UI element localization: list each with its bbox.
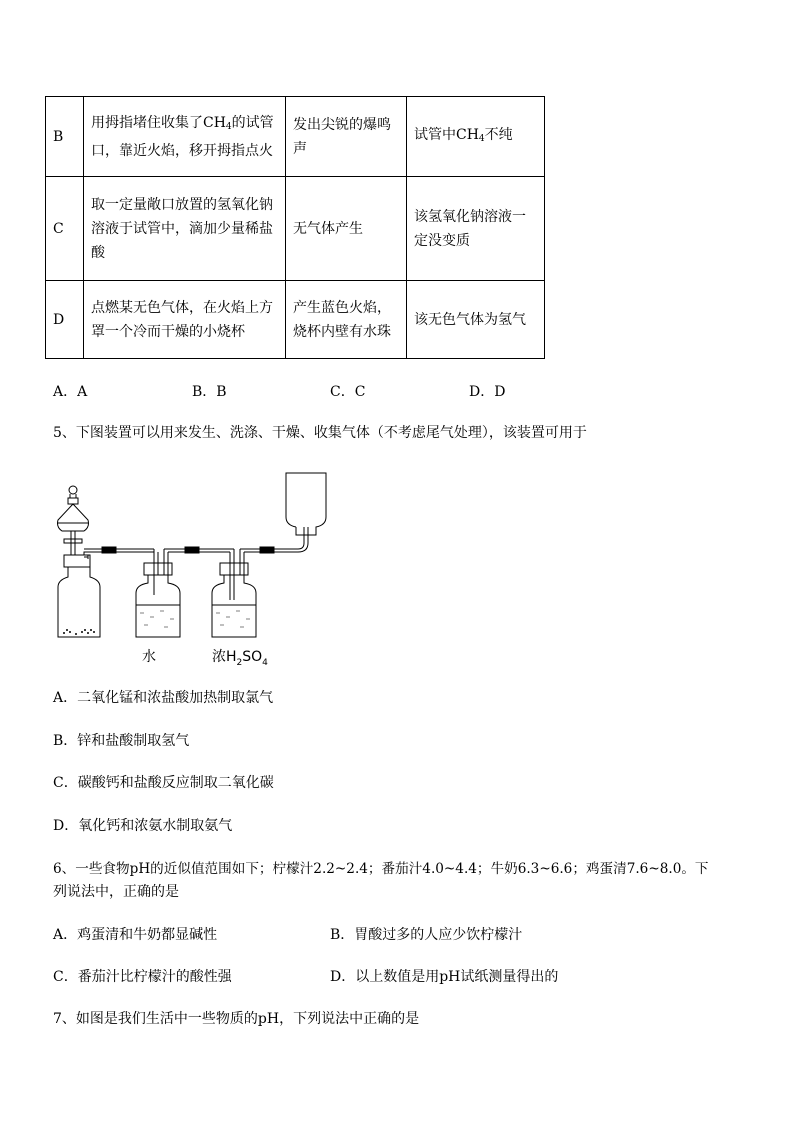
- q5-stem: 5、下图装置可以用来发生、洗涤、干燥、收集气体（不考虑尾气处理），该装置可用于: [53, 425, 587, 441]
- phenomenon-cell: 无气体产生: [286, 177, 407, 281]
- q4-option-d[interactable]: D．D: [469, 384, 506, 400]
- phenomenon-cell: 发出尖锐的爆鸣声: [286, 97, 407, 177]
- q5-option-c[interactable]: C．碳酸钙和盐酸反应制取二氧化碳: [53, 775, 274, 791]
- conclusion-cell: 该氢氧化钠溶液一定没变质: [407, 177, 545, 281]
- q4-option-a[interactable]: A．A: [53, 384, 88, 400]
- apparatus-diagram: [40, 465, 340, 650]
- q5-option-d[interactable]: D．氧化钙和浓氨水制取氨气: [53, 818, 233, 834]
- table-row: [46, 177, 545, 281]
- q6-option-d[interactable]: D．以上数值是用pH试纸测量得出的: [330, 969, 559, 985]
- q6-option-c[interactable]: C．番茄汁比柠檬汁的酸性强: [53, 969, 232, 985]
- conclusion-cell: 该无色气体为氢气: [407, 281, 545, 359]
- q4-option-b[interactable]: B．B: [192, 384, 227, 400]
- table-row: [46, 281, 545, 359]
- row-label: B: [46, 97, 84, 177]
- conclusion-cell: 试管中$CH_4$不纯: [407, 97, 545, 177]
- acid-label: 浓$H_2SO_4$: [212, 649, 268, 668]
- row-label: C: [46, 177, 84, 281]
- operation-cell: 取一定量敞口放置的氢氧化钠溶液于试管中，滴加少量稀盐酸: [84, 177, 286, 281]
- phenomenon-cell: 产生蓝色火焰，烧杯内壁有水珠: [286, 281, 407, 359]
- q6-option-a[interactable]: A．鸡蛋清和牛奶都显碱性: [53, 927, 218, 943]
- table-row: [46, 97, 545, 177]
- q5-option-b[interactable]: B．锌和盐酸制取氢气: [53, 733, 190, 749]
- q6-option-b[interactable]: B．胃酸过多的人应少饮柠檬汁: [330, 927, 523, 943]
- q6-stem-line2: 列说法中，正确的是: [53, 884, 179, 900]
- operation-cell: 点燃某无色气体，在火焰上方罩一个冷而干燥的小烧杯: [84, 281, 286, 359]
- experiment-table: [45, 96, 545, 359]
- q7-stem: 7、如图是我们生活中一些物质的pH，下列说法中正确的是: [53, 1011, 420, 1027]
- operation-cell: 用拇指堵住收集了$CH_4$的试管口，靠近火焰，移开拇指点火: [84, 97, 286, 177]
- row-label: D: [46, 281, 84, 359]
- q6-stem-line1: 6、一些食物pH的近似值范围如下；柠檬汁2.2~2.4；番茄汁4.0~4.4；牛奶6.3~6.6；鸡蛋清7.6~8.0。下: [53, 861, 709, 877]
- q4-option-c[interactable]: C．C: [330, 384, 366, 400]
- water-label: 水: [142, 649, 156, 665]
- q5-option-a[interactable]: A．二氧化锰和浓盐酸加热制取氯气: [53, 690, 274, 706]
